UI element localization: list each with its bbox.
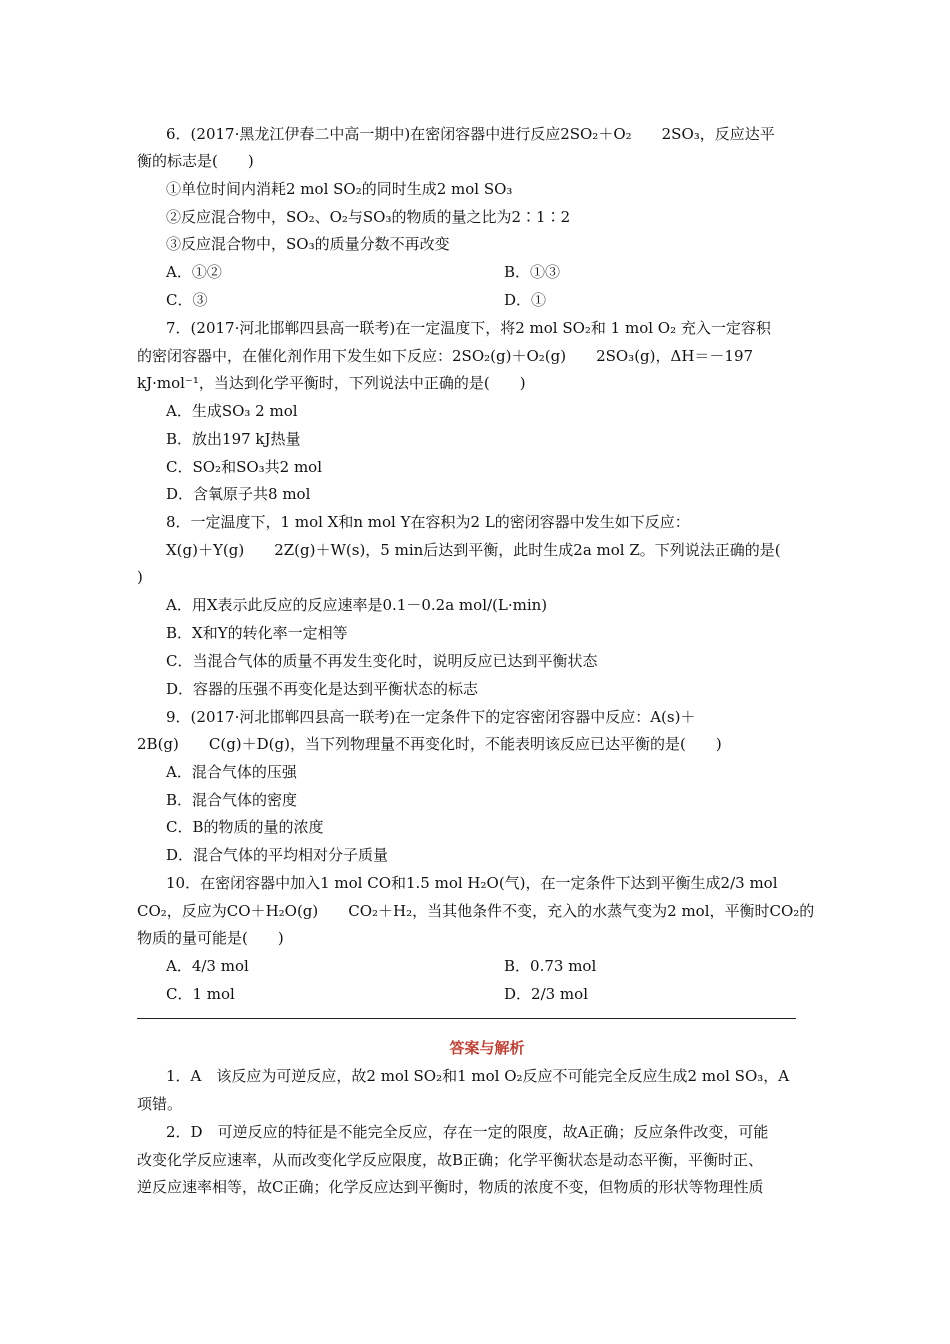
q10-option-b: B．0.73 mol [504, 957, 597, 975]
q8-stem-line2-part1: X(g)＋Y(g) [166, 541, 245, 559]
q6-option-a: A．①② [166, 263, 222, 281]
q9-stem-line2 [137, 734, 722, 754]
q8-option-a: A．用X表示此反应的反应速率是0.1－0.2a mol/(L·min) [166, 596, 548, 614]
q7-option-b: B．放出197 kJ热量 [166, 430, 301, 448]
q8-option-c: C．当混合气体的质量不再发生变化时，说明反应已达到平衡状态 [166, 652, 598, 670]
q6-stem-part2: 2SO₃，反应达平 [661, 125, 775, 143]
q10-stem-line2-part2: CO₂＋H₂，当其他条件不变，充入的水蒸气变为2 mol，平衡时CO₂的 [348, 902, 815, 920]
q7-option-c: C．SO₂和SO₃共2 mol [166, 458, 323, 476]
q8-option-d: D．容器的压强不再变化是达到平衡状态的标志 [166, 680, 479, 698]
q7-stem-line3: kJ·mol⁻¹，当达到化学平衡时，下列说法中正确的是( ) [137, 374, 526, 392]
q6-option-c: C．③ [166, 291, 208, 309]
q10-stem-line2 [137, 901, 814, 921]
q8-stem-line2-part2: 2Z(g)＋W(s)，5 min后达到平衡，此时生成2a mol Z。下列说法正确的是( [274, 541, 781, 559]
q6-stem-line1 [166, 124, 775, 144]
q8-stem-line1: 8．一定温度下，1 mol X和n mol Y在容积为2 L的密闭容器中发生如下反应： [166, 513, 690, 531]
answer-2-line2: 改变化学反应速率，从而改变化学反应限度，故B正确；化学平衡状态是动态平衡，平衡时正、 [137, 1151, 764, 1169]
q10-option-d: D．2/3 mol [504, 985, 588, 1003]
q9-option-b: B．混合气体的密度 [166, 791, 298, 809]
section-divider [137, 1018, 796, 1019]
q10-stem-line3: 物质的量可能是( ) [137, 929, 284, 947]
q6-item-3: ③反应混合物中，SO₃的质量分数不再改变 [166, 235, 450, 253]
q6-option-b: B．①③ [504, 263, 561, 281]
q10-stem-line1: 10．在密闭容器中加入1 mol CO和1.5 mol H₂O(气)，在一定条件下达到平衡生成2/3 mol [166, 874, 778, 892]
q6-stem-line2: 衡的标志是( ) [137, 152, 254, 170]
answer-1-line2: 项错。 [137, 1095, 183, 1113]
q8-option-b: B．X和Y的转化率一定相等 [166, 624, 348, 642]
q9-option-c: C．B的物质的量的浓度 [166, 818, 324, 836]
q9-option-d: D．混合气体的平均相对分子质量 [166, 846, 389, 864]
q7-stem-line2-part2: 2SO₃(g)，ΔH＝－197 [596, 347, 754, 365]
q8-stem-line3: ) [137, 568, 143, 586]
q8-stem-line2 [166, 540, 781, 560]
q7-option-a: A．生成SO₃ 2 mol [166, 402, 298, 420]
q9-stem-line2-part2: C(g)＋D(g)，当下列物理量不再变化时，不能表明该反应已达平衡的是( ) [208, 735, 722, 753]
q10-option-a: A．4/3 mol [166, 957, 249, 975]
q6-option-d: D．① [504, 291, 547, 309]
q10-option-c: C．1 mol [166, 985, 235, 1003]
q6-item-1: ①单位时间内消耗2 mol SO₂的同时生成2 mol SO₃ [166, 180, 513, 198]
answer-2-line3: 逆反应速率相等，故C正确；化学反应达到平衡时，物质的浓度不变，但物质的形状等物理性质 [137, 1178, 764, 1196]
q10-stem-line2-part1: CO₂，反应为CO＋H₂O(g) [137, 902, 319, 920]
answers-title: 答案与解析 [449, 1039, 525, 1057]
q7-option-d: D．含氧原子共8 mol [166, 485, 311, 503]
q6-item-2: ②反应混合物中，SO₂、O₂与SO₃的物质的量之比为2∶1∶2 [166, 208, 571, 226]
q9-stem-line2-part1: 2B(g) [137, 735, 179, 753]
answer-1-line1: 1．A 该反应为可逆反应，故2 mol SO₂和1 mol O₂反应不可能完全反应生成2 mol SO₃，A [166, 1067, 790, 1085]
q6-stem-part1: 6．(2017·黑龙江伊春二中高一期中)在密闭容器中进行反应2SO₂＋O₂ [166, 125, 632, 143]
q7-stem-line2-part1: 的密闭容器中，在催化剂作用下发生如下反应：2SO₂(g)＋O₂(g) [137, 347, 567, 365]
q7-stem-line2 [137, 346, 753, 366]
answer-2-line1: 2．D 可逆反应的特征是不能完全反应，存在一定的限度，故A正确；反应条件改变，可能 [166, 1123, 769, 1141]
q9-option-a: A．混合气体的压强 [166, 763, 297, 781]
q7-stem-line1: 7．(2017·河北邯郸四县高一联考)在一定温度下，将2 mol SO₂和 1 mol O₂ 充入一定容积 [166, 319, 771, 337]
q9-stem-line1: 9．(2017·河北邯郸四县高一联考)在一定条件下的定容密闭容器中反应：A(s)＋ [166, 708, 696, 726]
